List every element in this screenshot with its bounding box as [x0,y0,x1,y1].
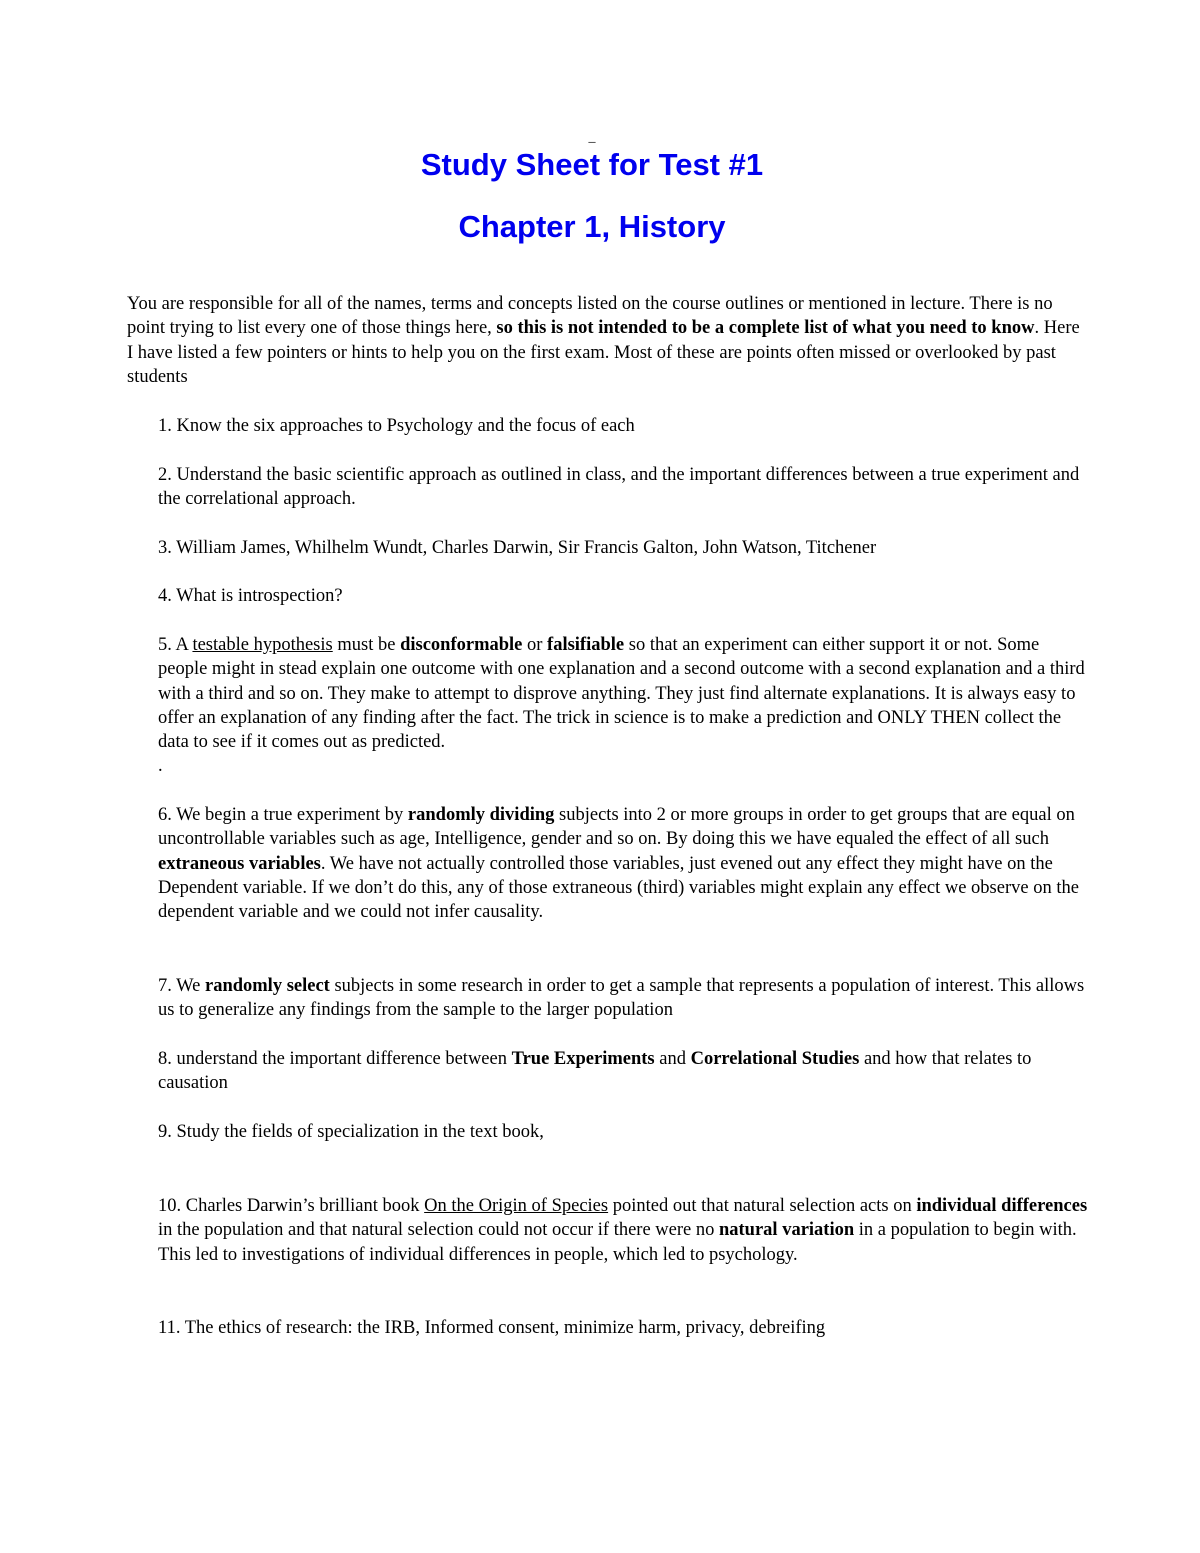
item10-bold-2: natural variation [718,1220,855,1241]
item10-underline: On the Origin of Species [424,1196,609,1216]
intro-paragraph [127,292,1087,389]
intro-bold: so this is not intended to be a complete list of what you need to know [496,318,1035,339]
item6-bold-1: randomly dividing [407,805,555,825]
item5-trailing-dot: . [158,756,163,777]
intro-text-1: You are responsible for all of the names, terms and concepts listed on the course outlines or mentioned in lecture. There is no point trying to list every one of those things here, [127,294,1053,339]
list-item-8 [158,1047,1088,1096]
item5-bold-1: disconformable [400,635,523,655]
item7-text-a: 7. We [158,976,205,996]
page-title: Study Sheet for Test #1 [420,147,764,182]
item6-bold-2: extraneous variables [158,853,321,874]
item10-text-c: in the population and that natural selection could not occur if there were no [158,1220,719,1241]
list-item-5 [158,633,1088,779]
item5-text-a: 5. A [158,635,193,655]
list-item-11: 11. The ethics of research: the IRB, Informed consent, minimize harm, privacy, debreifing [158,1318,826,1338]
item8-text-c: and how that relates to causation [158,1049,1032,1094]
item6-text-a: 6. We begin a true experiment by [158,805,408,825]
top-mark: _ [588,130,596,145]
list-item-3: 3. William James, Whilhelm Wundt, Charles Darwin, Sir Francis Galton, John Watson, Titchener [158,538,877,558]
item5-text-c: or [522,635,548,655]
list-item-2: 2. Understand the basic scientific approach as outlined in class, and the important differences between a true experiment and the correlational approach. [158,465,1080,510]
item8-bold-2: Correlational Studies [690,1049,860,1069]
list-item-1: 1. Know the six approaches to Psychology and the focus of each [158,416,635,436]
intro-text-2: . Here I have listed a few pointers or hints to help you on the first exam. Most of these are points often missed or overlooked by past students [127,318,1080,387]
item10-text-b: pointed out that natural selection acts on [608,1196,917,1216]
item6-text-c: . We have not actually controlled those variables, just evened out any effect they might have on the Dependent variable. If we don’t do this, any of those extraneous (third) variables might explain any effect we observe on the dependent variable and we could not infer causality. [158,853,1079,923]
item7-bold-1: randomly select [204,976,330,996]
item10-bold-1: individual differences [916,1196,1088,1216]
item10-text-d: in a population to begin with. This led to investigations of individual differences in people, which led to psychology. [158,1220,1077,1265]
item5-bold-2: falsifiable [547,635,625,655]
item5-text-b: must be [332,635,401,655]
item10-text-a: 10. Charles Darwin’s brilliant book [158,1196,425,1216]
item6-text-b: subjects into 2 or more groups in order to get groups that are equal on uncontrollable variables such as age, Intelligence, gender and so on. By doing this we have equaled the effect of all such [158,805,1075,850]
list-item-9: 9. Study the fields of specialization in the text book, [158,1122,544,1142]
page-subtitle: Chapter 1, History [458,209,726,244]
item8-text-a: 8. understand the important difference between [158,1049,512,1069]
list-item-10 [158,1194,1088,1267]
item5-underline: testable hypothesis [192,635,333,655]
list-item-4: 4. What is introspection? [158,586,343,606]
list-item-7 [158,974,1088,1023]
item8-text-b: and [654,1049,691,1069]
list-item-6 [158,803,1088,924]
item5-text-d: so that an experiment can either support it or not. Some people might in stead explain one outcome with one explanation and a second outcome with a second explanation and a third with a third and so on. They make to attempt to disprove anything. They just find alternate explanations. It is always easy to offer an explanation of any finding after the fact. The trick in science is to make a prediction and ONLY THEN collect the data to see if it comes out as predicted. [158,635,1085,753]
item8-bold-1: True Experiments [511,1049,655,1069]
item7-text-b: subjects in some research in order to get a sample that represents a population of interest. This allows us to generalize any findings from the sample to the larger population [158,976,1085,1021]
